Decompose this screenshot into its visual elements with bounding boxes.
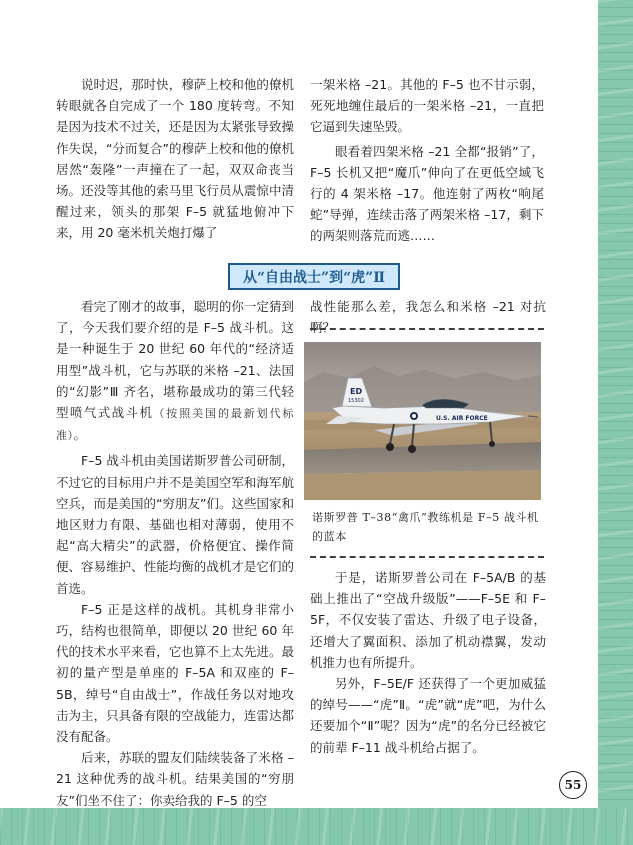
section-title-box: [228, 263, 400, 290]
body-paragraph: 于是，诺斯罗普公司在 F–5A/B 的基础上推出了“空战升级版”——F–5E 和 F–5F，不仅安装了雷达、升级了电子设备，还增大了翼面积、添加了机动襟翼，发动机推力也有所提升。: [310, 570, 546, 670]
body-paragraph: F–5 正是这样的战机。其机身非常小巧，结构也很简单，即便以 20 世纪 60 年代的技术水平来看，它也算不上太先进。最初的量产型是单座的 F–5A 和双座的 F–5B，绰号“自由战士”，作战任务以对地攻击为主，只具备有限的空战能力，连雷达都没有配备。: [56, 601, 294, 745]
intro-text: 看完了刚才的故事，聪明的你一定猜到了，今天我们要介绍的是 F–5 战斗机。这是一种诞生于 20 世纪 60 年代的“经济适用型”战斗机，它与苏联的米格 –21、法国的“幻影”Ⅲ 齐名，堪称最成功的第三代轻型喷气式战斗机: [56, 299, 294, 421]
fuselage-marking: U.S. AIR FORCE: [436, 415, 488, 422]
intro-end: 。: [73, 427, 87, 443]
dashed-divider-bottom: [310, 556, 544, 558]
story-paragraph: 眼看着四架米格 –21 全都“报销”了，F–5 长机又把“魔爪”伸向了在更低空域飞行的 4 架米格 –17。他连射了两枚“响尾蛇”导弹，连续击落了两架米格 –17，剩下的两架则落荒而逃……: [310, 143, 544, 244]
body-paragraph: 另外，F–5E/F 还获得了一个更加威猛的绰号——“虎”Ⅱ。“虎”就“虎”吧，为什么还要加个“Ⅱ”呢？因为“虎”的名分已经被它的前辈 F–11 战斗机给占据了。: [310, 676, 546, 755]
top-left-column: [56, 74, 294, 244]
wood-border-bottom: [0, 808, 633, 845]
tail-code: ED: [350, 387, 363, 396]
dashed-divider-top: [310, 328, 544, 330]
photo-caption: 诺斯罗普 T–38“禽爪”教练机是 F–5 战斗机的蓝本: [312, 511, 539, 543]
tail-serial: 15302: [348, 398, 364, 404]
classification-note: （按照美国的最新划代标准）: [56, 407, 294, 443]
lower-left-column: [56, 296, 294, 811]
section-title: 从“自由战士”到“虎”Ⅱ: [242, 269, 385, 286]
page-number: 55: [559, 771, 587, 799]
lower-right-top: [310, 296, 546, 338]
t38-jet-photo: [304, 342, 541, 500]
top-right-column: [310, 74, 544, 247]
body-paragraph: 后来，苏联的盟友们陆续装备了米格 –21 这种优秀的战斗机。结果美国的“穷朋友”们坐不住了：你卖给我的 F–5 的空: [56, 750, 294, 808]
intro-paragraph: [56, 296, 294, 446]
wood-border-right: [598, 0, 633, 845]
story-paragraph: 说时迟，那时快，穆萨上校和他的僚机转眼就各自完成了一个 180 度转弯。不知是因为技术不过关，还是因为太紧张导致操作失误，“分而复合”的穆萨上校和他的僚机居然“轰隆”一声撞在了一起，双双命丧当场。还没等其他的索马里飞行员从震惊中清醒过来，领头的那架 F–5 就猛地俯冲下来，用 20 毫米机关炮打爆了: [56, 77, 294, 241]
body-paragraph: F–5 战斗机由美国诺斯罗普公司研制，不过它的目标用户并不是美国空军和海军航空兵，而是美国的“穷朋友”们。这些国家和地区财力有限、基础也相对薄弱，使用不起“高大精尖”的武器，价格便宜、操作简便、容易维护、性能均衡的战机才是它们的首选。: [56, 453, 294, 596]
story-paragraph-continued: 一架米格 –21。其他的 F–5 也不甘示弱，死死地缠住最后的一架米格 –21，一直把它逼到失速坠毁。: [310, 77, 544, 135]
lower-right-column: [310, 567, 546, 758]
continued-line: 战性能那么差，我怎么和米格 –21 对抗啊？: [310, 299, 546, 336]
